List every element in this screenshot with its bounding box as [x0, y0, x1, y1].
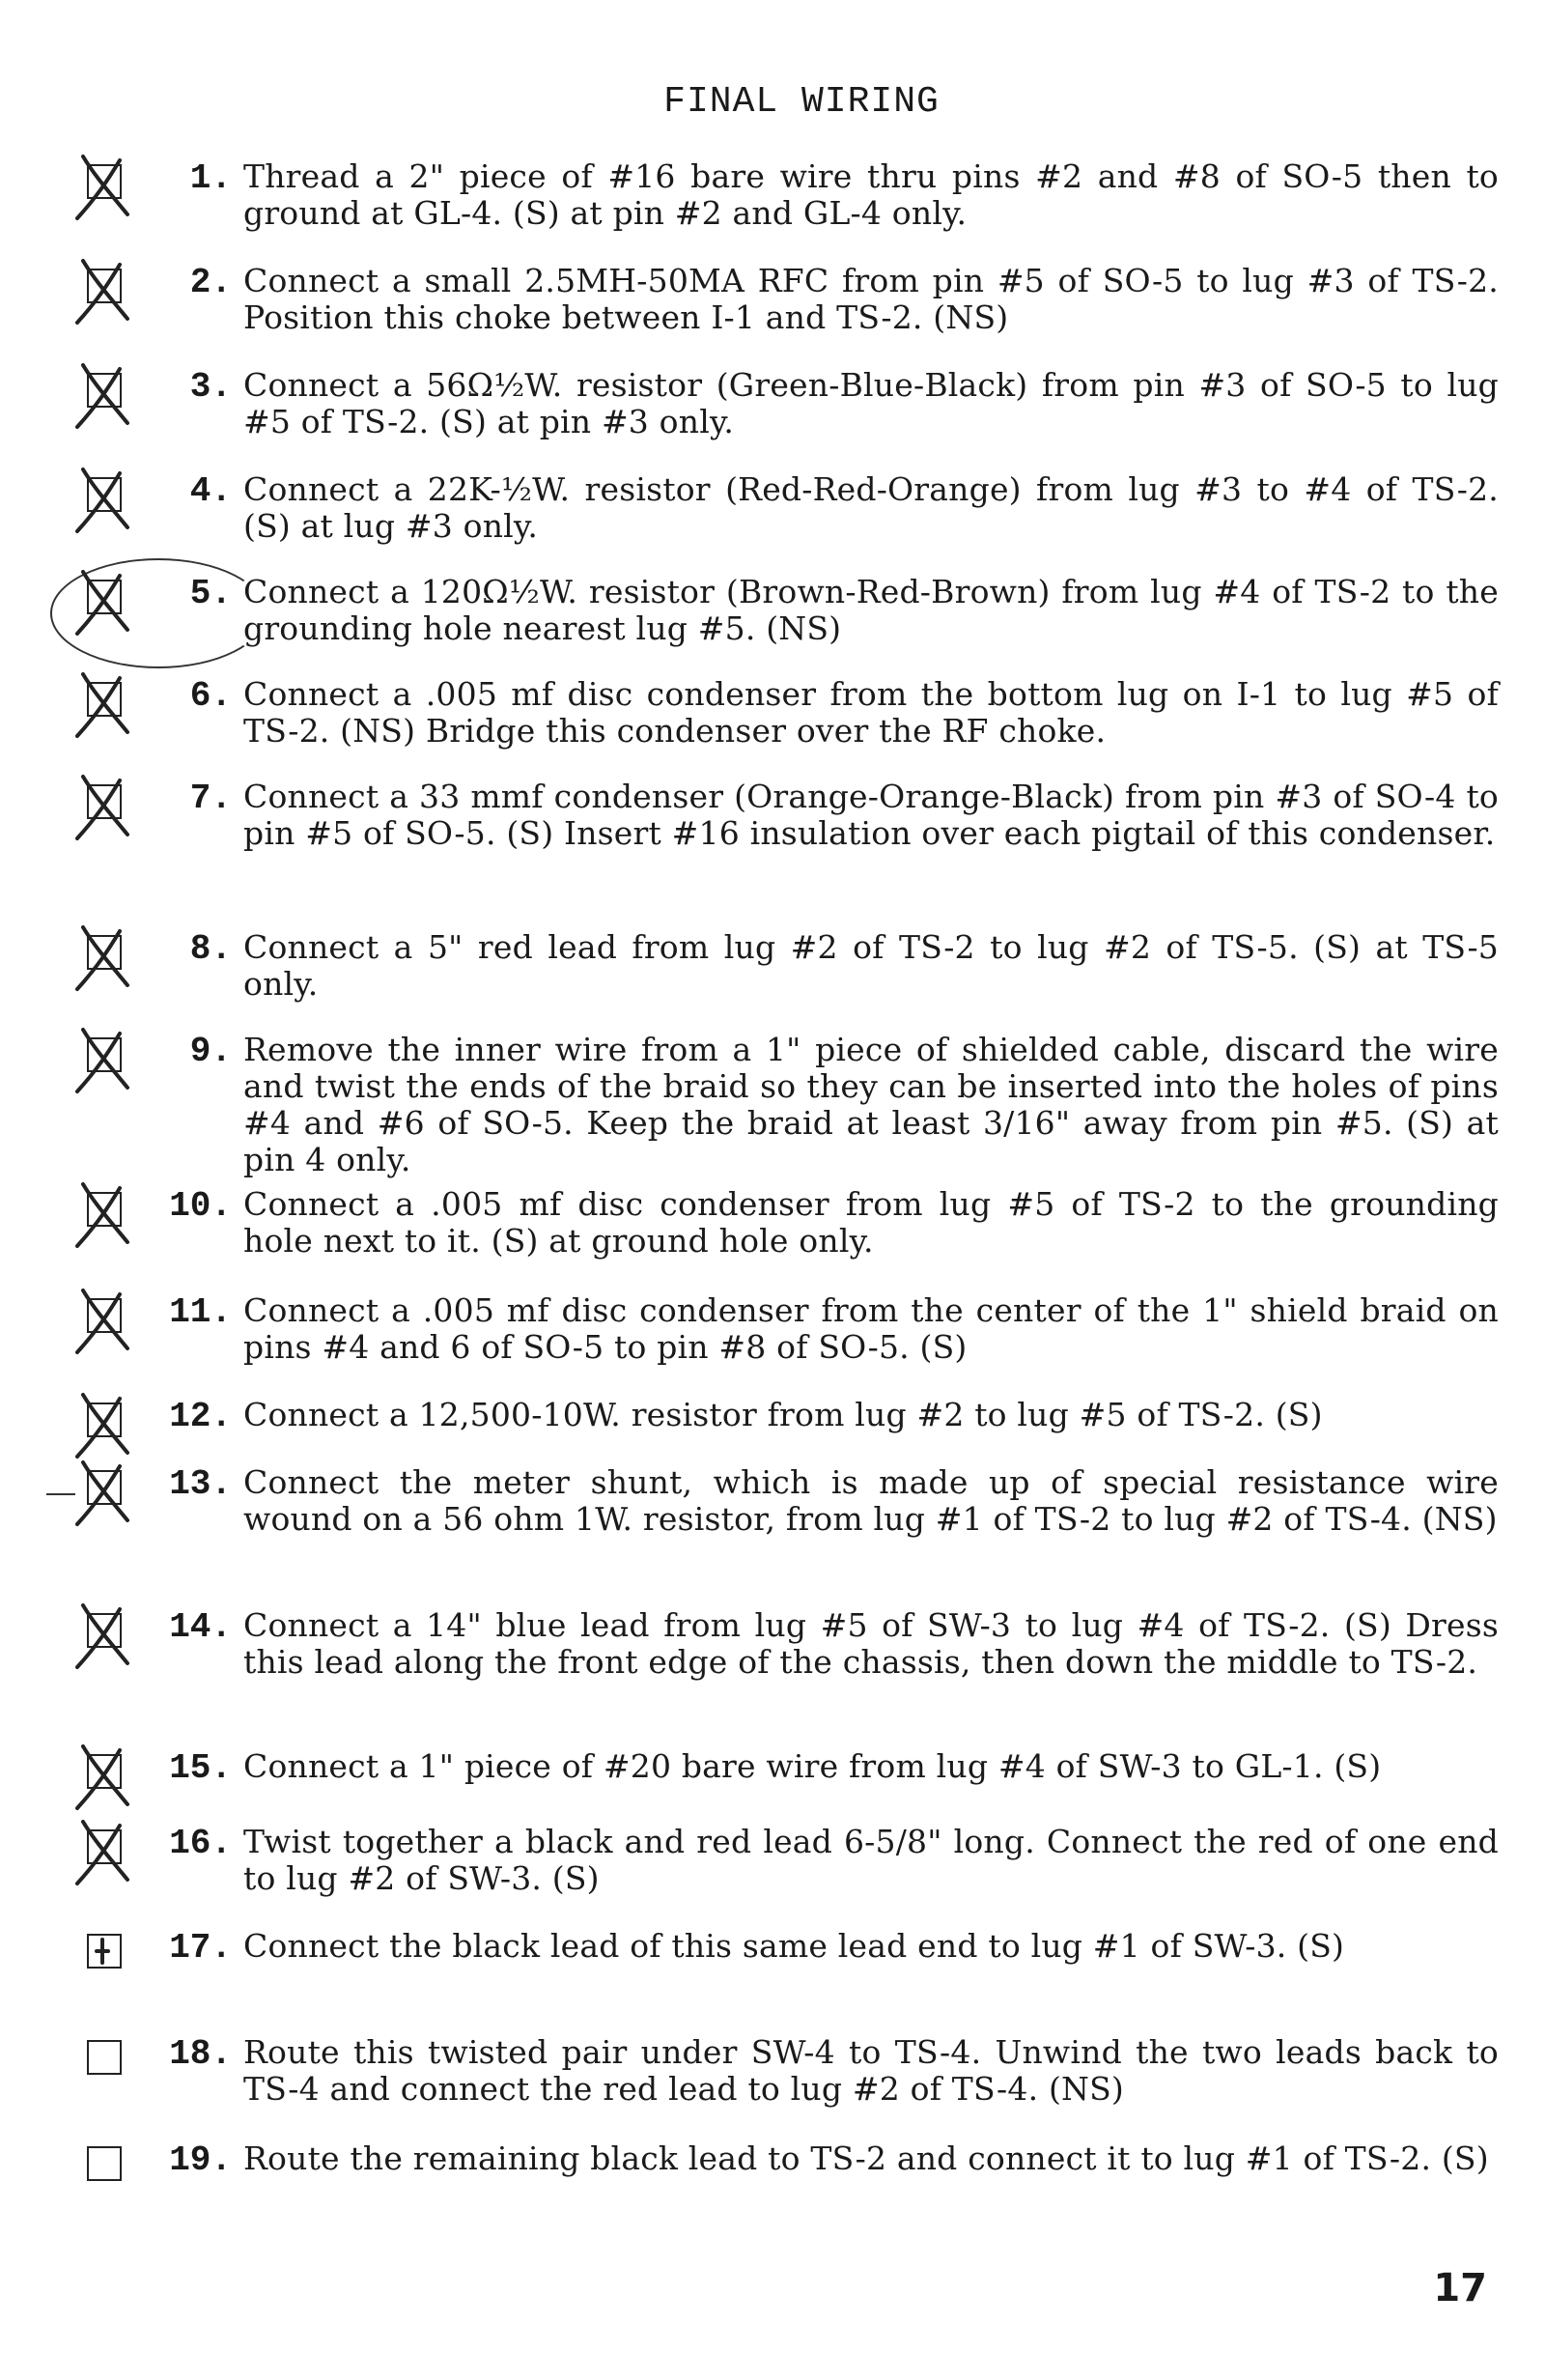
step-number: 8.: [189, 929, 232, 969]
step-text: Connect a 5" red lead from lug #2 of TS-2 to lug #2 of TS-5. (S) at TS-5 only.: [243, 928, 1499, 1003]
step-text: Route this twisted pair under SW-4 to TS-4. Unwind the two leads back to TS-4 and connect the red lead to lug #2 of TS-4. (NS): [243, 2033, 1499, 2108]
step-number: 6.: [189, 676, 232, 716]
step-text: Route the remaining black lead to TS-2 and connect it to lug #1 of TS-2. (S): [243, 2139, 1489, 2177]
step-number: 11.: [169, 1292, 232, 1332]
step-text: Connect a 1" piece of #20 bare wire from lug #4 of SW-3 to GL-1. (S): [243, 1747, 1382, 1785]
step-number: 4.: [189, 471, 232, 511]
step-number: 7.: [189, 779, 232, 818]
step-text: Connect a .005 mf disc condenser from lug #5 of TS-2 to the grounding hole next to it. (S) at ground hole only.: [243, 1185, 1499, 1260]
step-text: Connect a 22K-½W. resistor (Red-Red-Orange) from lug #3 to #4 of TS-2. (S) at lug #3 only.: [243, 470, 1499, 545]
step-number: 13.: [169, 1464, 232, 1504]
step-text: Connect a 14" blue lead from lug #5 of SW-3 to lug #4 of TS-2. (S) Dress this lead along the front edge of the chassis, then down the middle to TS-2.: [243, 1606, 1499, 1681]
step-text: Remove the inner wire from a 1" piece of shielded cable, discard the wire and twist the ends of the braid so they can be inserted into the holes of pins #4 and #6 of SO-5. Keep the braid at least 3/16" away from pin #5. (S) at pin 4 only.: [243, 1031, 1499, 1178]
step-text: Twist together a black and red lead 6-5/8" long. Connect the red of one end to lug #2 of SW-3. (S): [243, 1823, 1499, 1897]
step-text: Connect a 12,500-10W. resistor from lug #2 to lug #5 of TS-2. (S): [243, 1396, 1323, 1433]
step-number: 19.: [169, 2140, 232, 2180]
step-number: 15.: [169, 1748, 232, 1788]
step-number: 1.: [189, 158, 232, 198]
step-number: 3.: [189, 367, 232, 407]
step-text: Connect a .005 mf disc condenser from the center of the 1" shield braid on pins #4 and 6 of SO-5 to pin #8 of SO-5. (S): [243, 1291, 1499, 1366]
step-text: Connect a 33 mmf condenser (Orange-Orange-Black) from pin #3 of SO-4 to pin #5 of SO-5. (S) Insert #16 insulation over each pigtail of this condenser.: [243, 778, 1499, 852]
step-number: 12.: [169, 1397, 232, 1436]
step-number: 2.: [189, 263, 232, 302]
step-text: Connect a 120Ω½W. resistor (Brown-Red-Brown) from lug #4 of TS-2 to the grounding hole nearest lug #5. (NS): [243, 573, 1499, 647]
page-number: 17: [1433, 2266, 1487, 2310]
step-number: 9.: [189, 1032, 232, 1071]
step-number: 10.: [169, 1186, 232, 1226]
page-title: FINAL WIRING: [663, 81, 940, 123]
step-number: 18.: [169, 2034, 232, 2074]
step-number: 17.: [169, 1928, 232, 1968]
step-number: 16.: [169, 1824, 232, 1863]
step-text: Connect a 56Ω½W. resistor (Green-Blue-Black) from pin #3 of SO-5 to lug #5 of TS-2. (S) at pin #3 only.: [243, 366, 1499, 440]
step-text: Connect the black lead of this same lead end to lug #1 of SW-3. (S): [243, 1927, 1345, 1965]
step-number: 14.: [169, 1607, 232, 1647]
step-checkbox[interactable]: [87, 2146, 122, 2181]
step-text: Connect the meter shunt, which is made up of special resistance wire wound on a 56 ohm 1W. resistor, from lug #1 of TS-2 to lug #2 of TS-4. (NS): [243, 1463, 1499, 1538]
step-number: 5.: [189, 574, 232, 613]
step-text: Connect a small 2.5MH-50MA RFC from pin #5 of SO-5 to lug #3 of TS-2. Position this choke between I-1 and TS-2. (NS): [243, 262, 1499, 336]
step-text: Thread a 2" piece of #16 bare wire thru pins #2 and #8 of SO-5 then to ground at GL-4. (S) at pin #2 and GL-4 only.: [243, 157, 1499, 232]
step-checkbox[interactable]: [87, 2040, 122, 2075]
step-text: Connect a .005 mf disc condenser from the bottom lug on I-1 to lug #5 of TS-2. (NS) Bridge this condenser over the RF choke.: [243, 675, 1499, 750]
